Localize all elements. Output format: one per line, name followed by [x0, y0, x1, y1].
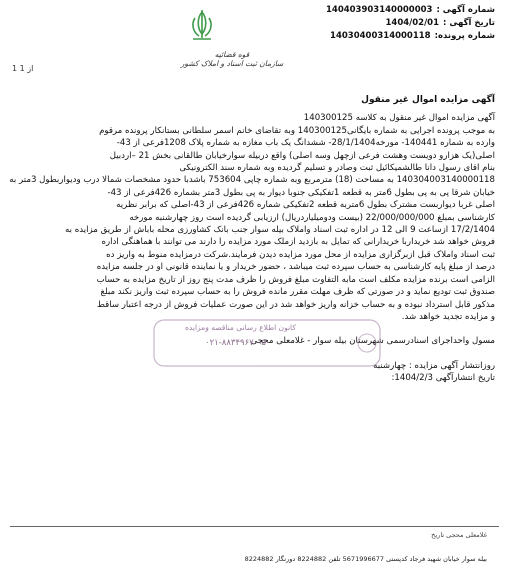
org-line-1: قوه قضائیه [214, 50, 250, 59]
body-line: و مزایده تجدید خواهد شد. [401, 311, 495, 322]
body-line: ثبت اسناد واملاک قبل ازبرگزاری مزایده از محل مورد مزایده دیدن فرمایند.شرکت درمزایده منوط به واریز ده [106, 249, 495, 260]
footer-divider [10, 526, 499, 527]
ad-number: 140403903140000003 [325, 5, 433, 15]
footer-signature: غلامعلی محجی تاریخ [431, 531, 487, 539]
ad-date: 1404/02/01 [385, 18, 440, 28]
body-line: کارشناسی بمبلغ 22/000/000/000 (بیست ودومیلیاردریال) ارزیابی گردیده است روز چهارشنبه مورخه [129, 212, 495, 223]
body-line: 140304003140000118 به مساحت (18) مترمربع وبه شماره چاپی 753604 باشدبا حدود مشخصات شمالا درب وديواربطول 3متر به [9, 175, 495, 186]
body-line: به موجب پرونده اجرایی به شماره بایگانی140300125 وبه تقاضای خانم اسمر سلطانی بستانکار پرونده مرقوم [99, 125, 495, 136]
org-line-2: سازمان ثبت اسناد و املاک کشور [180, 59, 284, 68]
ad-date-label: تاریخ آگهی : [443, 18, 495, 28]
body-line: آگهی مزایده اموال غیر منقول به کلاسه 140300125 [303, 113, 495, 124]
file-number-row [225, 30, 495, 43]
footer-address: بیله سوار خیابان شهید فرجاد کدپستی 5671996677 تلفن 8224882 دورنگار 8224882 [244, 555, 487, 563]
page-number: 1 از 1 [12, 64, 34, 73]
body-line: مذکور قابل استرداد نبوده و به حساب خزانه واریز خواهد شد در این صورت عملیات فروش از درجه اعتبار ساقط [96, 299, 495, 310]
file-number: 14030400314000118 [330, 31, 431, 41]
publication-date: تاریخ انتشارآگهی 1404/2/3: [391, 373, 495, 384]
organization-name [172, 50, 292, 68]
stamp-phone: ۰۲۱-۸۸۳۴۹۶۷۰-۵ [205, 338, 266, 348]
file-number-label: شماره پرونده: [434, 31, 495, 41]
ad-number-label: شماره آگهی : [436, 5, 495, 15]
body-line: فروش خواهد شد خریداربا خریدارانی که تمایل به بازدید ازملک مورد مزایده را دارند می توانند با هماهنگی اداره [101, 237, 495, 248]
national-emblem-icon [187, 8, 217, 44]
body-line: صندوق ثبت تودیع نماید و در صورتی که ظرف مهلت مقرر مانده فروش را به حساب سپرده ثبت واریز نکند مبلغ [100, 287, 495, 298]
body-line: درصد از مبلغ پایه کارشناسی به حساب سپرده ثبت میباشد ، حضور خریدار و یا نماینده قانونی او در جلسه مزایده [96, 262, 495, 273]
body-line: خیابان شرقا پی به پی بطول 6متر به قطعه 1تفکیکی جنوبا دیوار به پی بطول 3متر بشماره 426فرعی از 43- [107, 187, 495, 198]
body-line: اصلی(یک هزارو دویست وهشت فرعی ازچهل وسه اصلی) واقع دربیله سوارخیابان طالقانی بخش 21 –اردبیل [109, 150, 495, 161]
publication-day: روزانتشار آگهی مزایده : چهارشنبه [373, 360, 495, 371]
body-line: الزامی است برنده مزایده مکلف است مابه التفاوت مبلغ فروش را ظرف مدت پنج روز از تاریخ مزایده به حساب [96, 274, 495, 285]
ad-number-row [225, 4, 495, 17]
ad-metadata [225, 4, 495, 43]
body-line: اصلی غربا دیواربست مشترک بطول 6متربه قطعه 2تفکیکی شماره 426فرعی از 43-اصلی که برابر نظریه [116, 200, 495, 211]
signature-line: مسول واحداجرای اسنادرسمی شهرستان بیله سوار - غلامعلی محجی [250, 336, 495, 347]
notice-title: آگهی مزایده اموال غیر منقول [361, 95, 495, 105]
body-line: 17/2/1404 ازساعت 9 الی 12 در اداره ثبت اسناد واملاک بیله سوار جنب بانک کشاورزی محله باباش از طریق مزایده به [65, 225, 495, 236]
body-line: وارده به شماره 140441- مورخه28/1/1404- ششدانگ یک باب مغازه به شماره پلاک 1208فرعی از 43- [116, 138, 495, 149]
ad-date-row [225, 17, 495, 30]
body-line: بنام اقای رسول دانا طالشمیکائیل ثبت وصادر و تسلیم گردیده وبه شماره سند الکترونیکی [179, 163, 495, 174]
stamp-text: کانون اطلاع رسانی مناقصه ومزایده [185, 323, 296, 332]
